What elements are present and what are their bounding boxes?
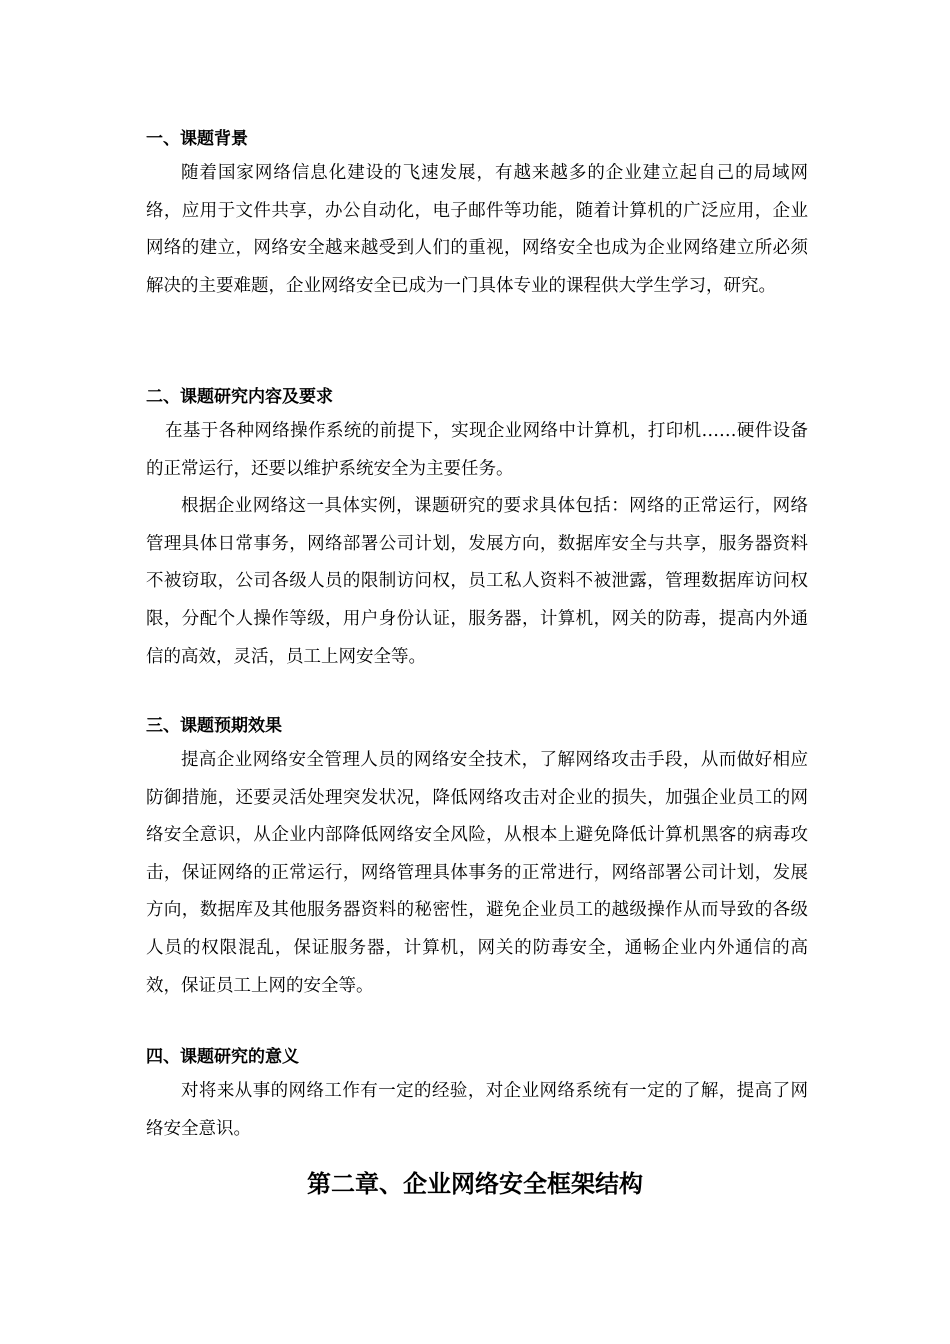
section-paragraph: 随着国家网络信息化建设的飞速发展，有越来越多的企业建立起自己的局域网络，应用于文件共享，办公自动化，电子邮件等功能，随着计算机的广泛应用，企业网络的建立，网络安全越来越受到人们的重视，网络安全也成为企业网络建立所必须解决的主要难题，企业网络安全已成为一门具体专业的课程供大学生学习，研究。 [146, 163, 808, 296]
section-heading: 一、课题背景 [146, 129, 248, 149]
section-expected-results [146, 716, 808, 1005]
section-heading: 四、课题研究的意义 [146, 1047, 299, 1067]
section-paragraph: 在基于各种网络操作系统的前提下，实现企业网络中计算机，打印机……硬件设备的正常运行，还要以维护系统安全为主要任务。 [146, 421, 808, 479]
section-significance [146, 1047, 808, 1148]
section-research-content [146, 387, 808, 676]
section-paragraph: 对将来从事的网络工作有一定的经验，对企业网络系统有一定的了解，提高了网络安全意识。 [146, 1081, 808, 1139]
section-heading: 二、课题研究内容及要求 [146, 387, 333, 407]
section-background [146, 129, 808, 305]
section-paragraph: 提高企业网络安全管理人员的网络安全技术，了解网络攻击手段，从而做好相应防御措施，还要灵活处理突发状况，降低网络攻击对企业的损失，加强企业员工的网络安全意识，从企业内部降低网络安全风险，从根本上避免降低计算机黑客的病毒攻击，保证网络的正常运行，网络管理具体事务的正常进行，网络部署公司计划，发展方向，数据库及其他服务器资料的秘密性，避免企业员工的越级操作从而导致的各级人员的权限混乱，保证服务器，计算机，网关的防毒安全，通畅企业内外通信的高效，保证员工上网的安全等。 [146, 750, 808, 996]
section-heading: 三、课题预期效果 [146, 716, 282, 736]
chapter-title: 第二章、企业网络安全框架结构 [307, 1170, 643, 1199]
section-paragraph: 根据企业网络这一具体实例，课题研究的要求具体包括：网络的正常运行，网络管理具体日常事务，网络部署公司计划，发展方向，数据库安全与共享，服务器资料不被窃取，公司各级人员的限制访问权，员工私人资料不被泄露，管理数据库访问权限，分配个人操作等级，用户身份认证，服务器，计算机，网关的防毒，提高内外通信的高效，灵活，员工上网安全等。 [146, 496, 808, 667]
